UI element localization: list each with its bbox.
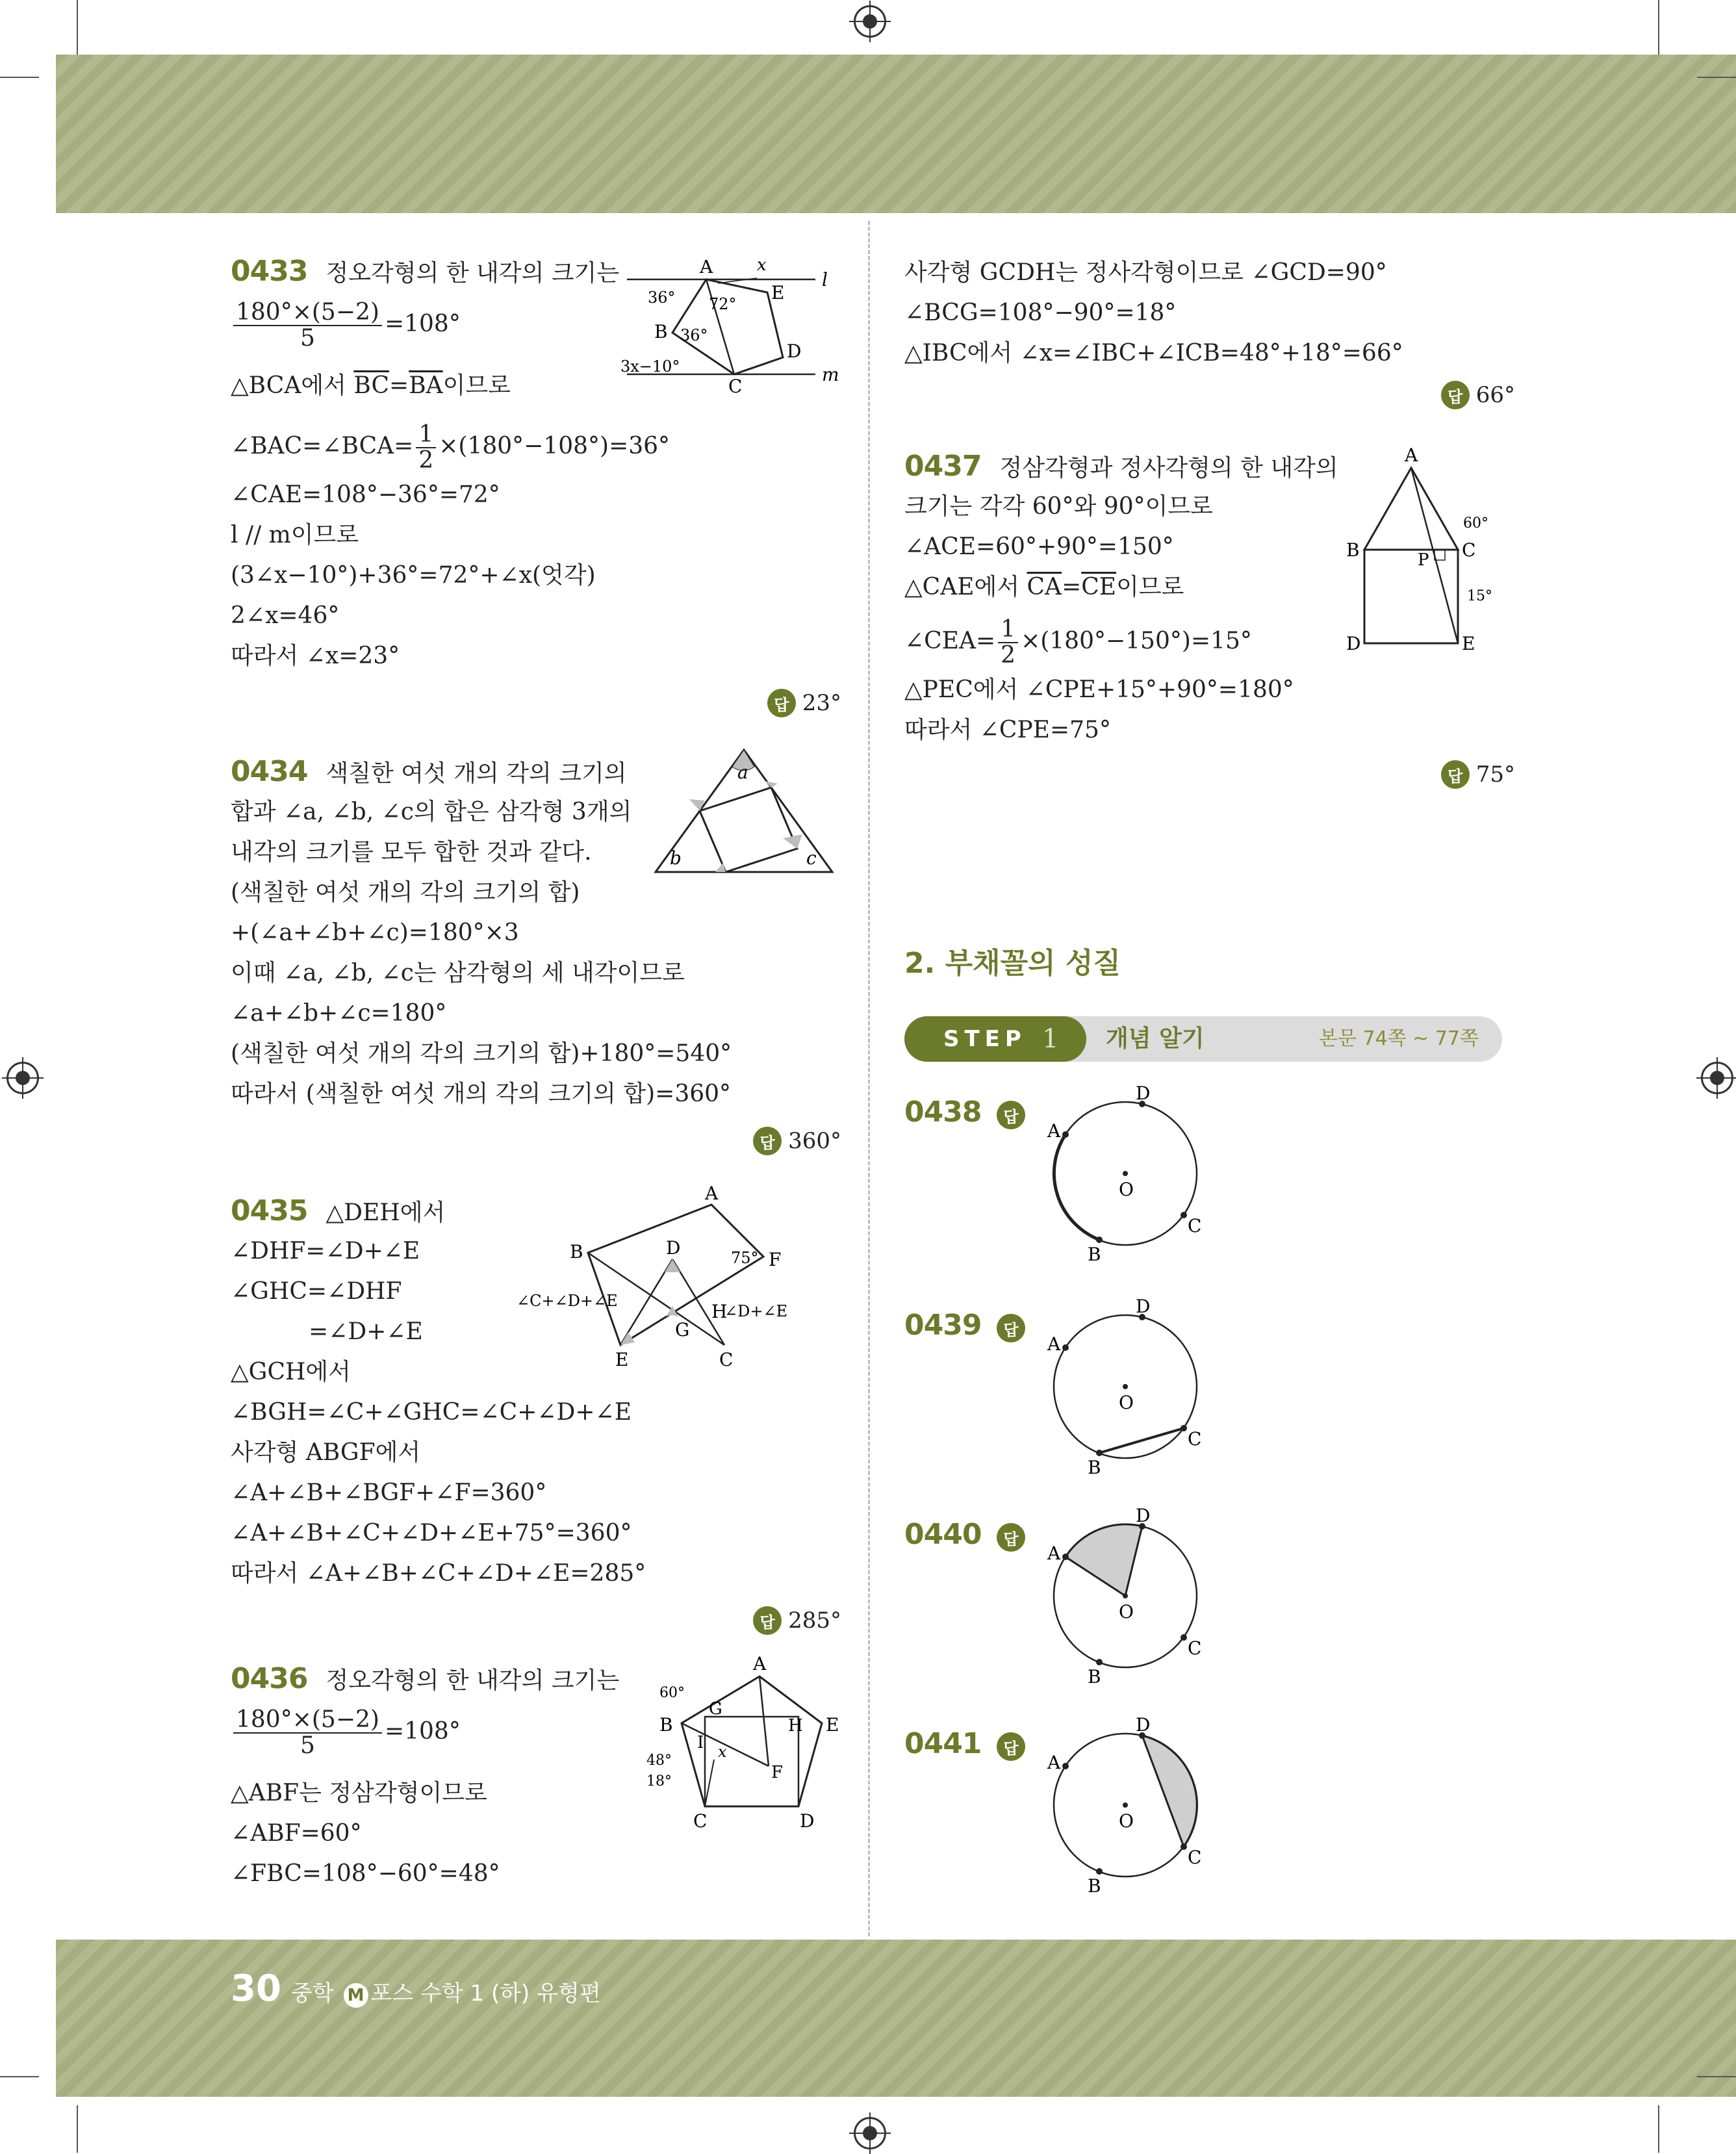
solution-line: l // m이므로 — [231, 522, 359, 548]
problem-number: 0433 — [231, 255, 308, 288]
solution-line: ∠BGH=∠C+∠GHC=∠C+∠D+∠E — [231, 1399, 632, 1426]
svg-text:3x−10°: 3x−10° — [620, 357, 680, 376]
answer-value: 285° — [788, 1608, 841, 1634]
answer-badge-icon: 답 — [997, 1523, 1025, 1552]
problem-number: 0436 — [231, 1662, 308, 1695]
svg-text:B: B — [1088, 1875, 1101, 1892]
solution-line: △CAE에서 $\overline{CA}=\overline{CE}$이므로 — [904, 574, 1184, 600]
registration-mark-icon — [854, 2117, 886, 2149]
solution-line: △BCA에서 $\overline{BC}=\overline{BA}$이므로 — [231, 372, 511, 399]
answer-badge-icon: 답 — [767, 689, 796, 717]
answer-badge-icon: 답 — [1441, 760, 1470, 789]
solution-line: 따라서 ∠A+∠B+∠C+∠D+∠E=285° — [231, 1560, 646, 1587]
crop-mark — [0, 2076, 39, 2077]
solution-line: △GCH에서 — [231, 1359, 351, 1385]
svg-text:H: H — [711, 1301, 728, 1322]
svg-text:x: x — [718, 1743, 727, 1761]
svg-text:m: m — [822, 364, 839, 385]
svg-text:C: C — [1188, 1847, 1202, 1868]
answer-value: 23° — [802, 690, 841, 716]
svg-text:18°: 18° — [646, 1773, 672, 1789]
solution-line: ∠ABF=60° — [231, 1820, 362, 1847]
svg-text:l: l — [822, 269, 828, 290]
svg-text:F: F — [771, 1763, 784, 1782]
solution-line: ∠GHC=∠DHF — [231, 1278, 402, 1305]
problem-number: 0438 — [904, 1096, 982, 1129]
solution-line: (3∠x−10°)+36°=72°+∠x(엇각) — [231, 562, 596, 589]
solution-line: (색칠한 여섯 개의 각의 크기의 합) — [231, 879, 580, 906]
svg-text:A: A — [705, 1183, 719, 1204]
solution-line: 합과 ∠a, ∠b, ∠c의 합은 삼각형 3개의 — [231, 799, 632, 825]
svg-text:C: C — [1188, 1215, 1202, 1237]
solution-line: △ABF는 정삼각형이므로 — [231, 1780, 487, 1806]
solution-line: ∠CAE=108°−36°=72° — [231, 481, 500, 508]
svg-text:A: A — [700, 260, 713, 277]
figure-0437 — [1346, 442, 1515, 650]
bottom-decorative-band — [56, 1940, 1736, 2097]
svg-text:∠D+∠E: ∠D+∠E — [724, 1302, 788, 1320]
svg-text:72°: 72° — [709, 295, 737, 313]
problem-number: 0434 — [231, 755, 308, 788]
svg-text:A: A — [1047, 1120, 1061, 1142]
figure-0436 — [646, 1650, 841, 1839]
svg-text:75°: 75° — [731, 1249, 759, 1267]
answer-value: 75° — [1475, 762, 1515, 788]
svg-text:c: c — [806, 847, 817, 869]
svg-text:B: B — [1088, 1244, 1101, 1261]
fraction-line — [231, 300, 461, 351]
svg-text:48°: 48° — [646, 1752, 672, 1769]
figure-0434 — [653, 747, 835, 877]
answer-value: 66° — [1475, 382, 1515, 408]
solution-line: △IBC에서 ∠x=∠IBC+∠ICB=48°+18°=66° — [904, 340, 1403, 366]
svg-text:D: D — [1136, 1507, 1151, 1526]
solution-line: 정삼각형과 정사각형의 한 내각의 — [999, 455, 1338, 481]
crop-mark — [0, 77, 39, 78]
crop-mark — [1658, 2105, 1659, 2153]
answer — [1441, 760, 1515, 789]
page-number: 30 — [231, 1968, 281, 2010]
step-label: STEP — [943, 1026, 1027, 1052]
svg-text:O: O — [1119, 1392, 1134, 1413]
figure-0433 — [620, 260, 841, 396]
solution-line: 따라서 ∠x=23° — [231, 643, 400, 669]
fraction-numerator: 180°×(5−2) — [233, 300, 382, 326]
answer — [767, 689, 841, 717]
problem-number: 0435 — [231, 1194, 308, 1227]
fraction-denominator: 5 — [300, 325, 315, 352]
svg-text:C: C — [719, 1349, 734, 1370]
svg-text:I: I — [697, 1733, 704, 1752]
answer-badge-icon: 답 — [997, 1101, 1025, 1129]
registration-mark-icon — [1701, 1062, 1733, 1094]
svg-text:C: C — [1188, 1637, 1202, 1659]
solution-line: 사각형 GCDH는 정사각형이므로 ∠GCD=90° — [904, 259, 1387, 286]
m-logo-icon: M — [344, 1983, 368, 2008]
svg-text:B: B — [1346, 539, 1360, 561]
svg-text:G: G — [675, 1319, 690, 1340]
svg-text:b: b — [670, 847, 682, 869]
step-banner — [904, 1016, 1502, 1062]
step-number: 1 — [1042, 1024, 1059, 1054]
crop-mark — [1697, 77, 1736, 78]
solution-line: ∠CEA= $\frac{1}{2}$ ×(180°−150°)=15° — [904, 616, 1252, 669]
crop-mark — [77, 0, 78, 55]
solution-line: 크기는 각각 60°와 90°이므로 — [904, 493, 1213, 520]
circle-figure-0441 — [1028, 1717, 1223, 1892]
svg-text:B: B — [1088, 1666, 1101, 1683]
svg-text:O: O — [1119, 1179, 1134, 1200]
svg-text:A: A — [1405, 444, 1418, 466]
svg-text:O: O — [1119, 1810, 1134, 1832]
problem-number: 0437 — [904, 450, 982, 483]
answer — [1441, 381, 1515, 409]
problem-number: 0441 — [904, 1727, 982, 1760]
answer-badge-icon: 답 — [1441, 381, 1470, 409]
solution-line: +(∠a+∠b+∠c)=180°×3 — [231, 919, 519, 946]
solution-line: ∠BAC=∠BCA= $\frac{1}{2}$ ×(180°−108°)=36° — [231, 421, 670, 474]
svg-text:D: D — [800, 1810, 815, 1832]
svg-text:A: A — [753, 1653, 767, 1674]
solution-line: ∠DHF=∠D+∠E — [231, 1238, 420, 1264]
registration-mark-icon — [6, 1062, 39, 1094]
svg-text:15°: 15° — [1467, 588, 1492, 604]
solution-line: ∠FBC=108°−60°=48° — [231, 1860, 500, 1887]
solution-line: (색칠한 여섯 개의 각의 크기의 합)+180°=540° — [231, 1040, 732, 1067]
answer — [753, 1127, 841, 1155]
svg-text:H: H — [788, 1716, 803, 1736]
solution-line: ∠BCG=108°−90°=18° — [904, 300, 1177, 326]
solution-line: ∠ACE=60°+90°=150° — [904, 533, 1174, 560]
svg-text:P: P — [1418, 550, 1429, 570]
solution-line: △DEH에서 — [326, 1199, 446, 1226]
svg-text:C: C — [693, 1810, 708, 1832]
svg-text:F: F — [769, 1249, 782, 1270]
svg-text:36°: 36° — [680, 326, 708, 344]
crop-mark — [1658, 0, 1659, 55]
crop-mark — [1697, 2076, 1736, 2077]
svg-text:D: D — [666, 1237, 681, 1259]
solution-line: 따라서 ∠CPE=75° — [904, 717, 1111, 743]
svg-text:C: C — [728, 376, 743, 396]
solution-line: 이때 ∠a, ∠b, ∠c는 삼각형의 세 내각이므로 — [231, 960, 685, 986]
answer-badge-icon: 답 — [997, 1314, 1025, 1342]
answer — [753, 1606, 841, 1635]
svg-text:B: B — [1088, 1457, 1101, 1474]
svg-text:C: C — [1462, 539, 1476, 561]
solution-line: 사각형 ABGF에서 — [231, 1439, 421, 1466]
step-title: 개념 알기 — [1106, 1025, 1205, 1052]
svg-text:D: D — [787, 340, 802, 362]
svg-text:x: x — [757, 260, 767, 275]
svg-text:A: A — [1047, 1752, 1061, 1773]
solution-line: ∠A+∠B+∠C+∠D+∠E+75°=360° — [231, 1520, 632, 1546]
solution-line: 2∠x=46° — [231, 602, 340, 629]
solution-line: ∠A+∠B+∠BGF+∠F=360° — [231, 1480, 547, 1506]
svg-text:60°: 60° — [1463, 515, 1488, 532]
top-decorative-band — [56, 55, 1736, 213]
svg-text:E: E — [615, 1349, 629, 1370]
book-title: 중학 M 포스 수학 1 (하) 유형편 — [291, 1981, 601, 2007]
svg-text:A: A — [1047, 1333, 1061, 1355]
svg-text:B: B — [654, 321, 668, 342]
svg-text:E: E — [771, 282, 785, 303]
svg-text:A: A — [1047, 1543, 1061, 1564]
solution-line: 색칠한 여섯 개의 각의 크기의 — [326, 760, 627, 787]
answer-badge-icon: 답 — [753, 1127, 782, 1155]
svg-text:C: C — [1188, 1428, 1202, 1450]
svg-text:a: a — [737, 762, 748, 783]
solution-line: =∠D+∠E — [309, 1318, 423, 1345]
svg-text:D: D — [1136, 1085, 1151, 1104]
svg-text:D: D — [1136, 1717, 1151, 1736]
svg-text:G: G — [709, 1699, 722, 1719]
svg-text:E: E — [1462, 633, 1475, 650]
svg-text:D: D — [1136, 1298, 1151, 1317]
svg-text:∠C+∠D+∠E: ∠C+∠D+∠E — [517, 1292, 618, 1310]
answer-value: 360° — [788, 1128, 841, 1154]
figure-0435 — [517, 1183, 841, 1371]
solution-line: 따라서 (색칠한 여섯 개의 각의 크기의 합)=360° — [231, 1081, 732, 1107]
column-divider — [868, 221, 870, 1936]
answer-badge-icon: 답 — [753, 1606, 782, 1635]
registration-mark-icon — [854, 5, 886, 38]
svg-text:36°: 36° — [648, 288, 676, 307]
problem-number: 0440 — [904, 1518, 982, 1551]
svg-text:B: B — [659, 1714, 673, 1736]
step-pages: 본문 74쪽 ~ 77쪽 — [1318, 1027, 1479, 1050]
svg-text:60°: 60° — [659, 1685, 685, 1701]
section-title: 2. 부채꼴의 성질 — [904, 947, 1121, 980]
svg-text:E: E — [826, 1714, 839, 1736]
solution-line: 정오각형의 한 내각의 크기는 — [326, 1667, 620, 1694]
fraction-line: $\frac{180^\circ\times(5-2)}{5}$ =108° — [231, 1708, 461, 1758]
solution-line: 정오각형의 한 내각의 크기는 — [326, 260, 620, 287]
solution-line: 내각의 크기를 모두 합한 것과 같다. — [231, 839, 592, 865]
circle-figure-0439 — [1028, 1298, 1223, 1474]
problem-number: 0439 — [904, 1309, 982, 1342]
crop-mark — [77, 2105, 78, 2153]
answer-badge-icon: 답 — [997, 1732, 1025, 1761]
svg-text:O: O — [1119, 1601, 1134, 1622]
solution-line: △PEC에서 ∠CPE+15°+90°=180° — [904, 676, 1294, 703]
fraction-result: =108° — [384, 311, 461, 337]
circle-figure-0438 — [1028, 1085, 1223, 1261]
solution-line: ∠a+∠b+∠c=180° — [231, 1000, 447, 1027]
circle-figure-0440 — [1028, 1507, 1223, 1683]
svg-text:B: B — [570, 1241, 583, 1263]
svg-text:D: D — [1346, 633, 1361, 650]
